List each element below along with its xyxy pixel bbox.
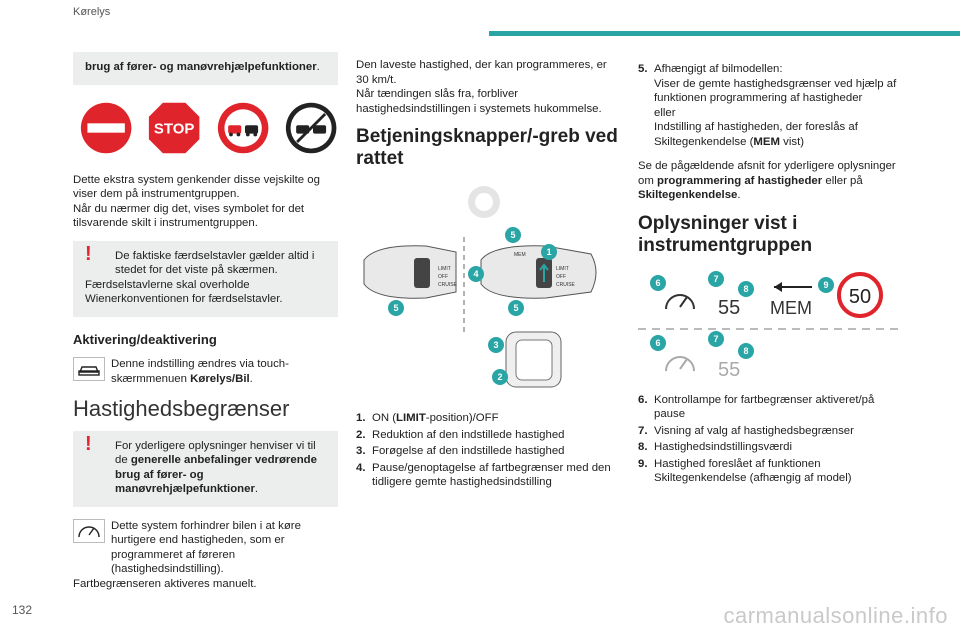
activation-row — [73, 357, 338, 386]
column-2 — [356, 58, 621, 492]
callout-7-bottom: 7 — [713, 333, 719, 344]
activation-text — [111, 357, 338, 386]
stop-sign-text: STOP — [154, 120, 195, 138]
callout-2: 2 — [497, 372, 503, 382]
heading-instrument-info: Oplysninger vist i instrumentgruppen — [638, 212, 813, 256]
callout-8-bottom: 8 — [743, 345, 749, 356]
steering-controls-diagram — [356, 182, 621, 397]
callout-5-top: 5 — [510, 230, 516, 240]
mem-label: MEM — [514, 252, 526, 258]
display-item-6: 6. Kontrollampe for fartbegrænser aktiveret/på pause — [638, 393, 875, 420]
note-box-top — [73, 52, 338, 85]
signs-description-1: Dette ekstra system genkender disse vejskilte og viser dem på instrumentgruppen. — [73, 173, 320, 200]
right-cruise-label: CRUISE — [556, 282, 575, 288]
memory-text: Når tændingen slås fra, forbliver hastighedsindstillingen i systemets hukommelse. — [356, 88, 602, 115]
warning-limiter-main: For yderligere oplysninger henviser vi til de — [115, 439, 316, 466]
set-speed-value: 55 — [718, 296, 741, 319]
activation-text-main: Denne indstilling ændres via touch-skærmmenuen — [111, 358, 289, 385]
page-number: 132 — [12, 603, 33, 617]
display-item-8: 8. Hastighedsindstillingsværdi — [638, 441, 793, 453]
heading-controls: Betjeningsknapper/-greb ved rattet — [356, 126, 618, 169]
mem-display-label: MEM — [770, 297, 812, 318]
column-1 — [73, 52, 338, 591]
set-speed-value-paused: 55 — [718, 358, 741, 379]
lowest-speed-text: Den laveste hastighed, der kan programmeres, er 30 km/t. — [356, 59, 607, 86]
control-item-2: 2. Reduktion af den indstillede hastighed — [356, 428, 565, 441]
control-item-3: 3. Forøgelse af den indstillede hastighed — [356, 445, 565, 457]
control-item-4: 4. Pause/genoptagelse af fartbegrænser med den tidligere gemte hastighedsindstilling — [356, 461, 611, 488]
controls-list — [356, 411, 621, 490]
limiter-manual-note: Fartbegrænseren aktiveres manuelt. — [73, 577, 257, 590]
left-cruise-label: CRUISE — [438, 282, 457, 288]
instrument-display-diagram — [638, 269, 900, 379]
display-item-9: 9. Hastighed foreslået af funktionen Skiltegenkendelse (afhængig af model) — [638, 457, 852, 484]
traffic-signs-row — [79, 99, 338, 157]
warning-icon: ! — [85, 242, 92, 265]
warning-limiter-bold: generelle anbefalinger vedrørende brug af fører- og manøvrehjælpefunktioner — [115, 454, 317, 495]
callout-3: 3 — [493, 340, 499, 350]
warning-box-signs — [73, 241, 338, 317]
callout-7-top: 7 — [713, 273, 719, 284]
callout-5-right: 5 — [513, 303, 519, 313]
heading-speed-limiter: Hastighedsbegrænser — [73, 396, 290, 421]
end-no-overtaking-sign-icon — [284, 99, 338, 157]
no-overtaking-sign-icon — [216, 99, 270, 157]
right-limit-label: LIMIT — [556, 266, 569, 272]
stop-sign-icon — [147, 99, 201, 157]
running-header: Kørelys — [73, 6, 111, 18]
control-item-1: 1. ON (LIMIT-position)/OFF — [356, 412, 499, 424]
callout-1: 1 — [546, 247, 552, 257]
left-limit-label: LIMIT — [438, 266, 451, 272]
note-box-top-end: . — [316, 61, 320, 73]
signs-description-2: Når du nærmer dig det, vises symbolet for det tilsvarende skilt i instrumentgruppen. — [73, 202, 305, 229]
callout-5-left: 5 — [393, 303, 399, 313]
warning-text-2: Færdselstavlerne skal overholde Wienerkonventionen for færdselstavler. — [85, 278, 283, 305]
header-accent-bar — [489, 31, 960, 36]
activation-menu-path: Kørelys/Bil — [190, 372, 250, 385]
see-also-text: Se de pågældende afsnit for yderligere oplysninger om programmering af hastigheder eller på Skiltegenkendelse. — [638, 160, 896, 201]
display-items-list — [638, 393, 900, 486]
warning-limiter-end: . — [254, 483, 259, 495]
warning-limiter-text — [85, 432, 326, 497]
callout-6-bottom: 6 — [655, 337, 661, 348]
warning-box-limiter — [73, 431, 338, 507]
watermark: carmanualsonline.info — [723, 603, 948, 628]
limiter-description-row — [73, 519, 338, 577]
left-off-label: OFF — [438, 274, 448, 280]
callout-4: 4 — [473, 269, 479, 279]
activation-text-end: . — [249, 372, 253, 385]
column-3 — [638, 62, 900, 488]
limiter-description: Dette system forhindrer bilen i at køre hurtigere end hastigheden, som er programmeret af føreren (hastighedsindstilling). — [111, 519, 301, 575]
no-entry-sign-icon — [79, 99, 133, 157]
display-item-7: 7. Visning af valg af hastighedsbegrænser — [638, 424, 854, 437]
control-item-5: 5. Afhængigt af bilmodellen: Viser de gemte hastighedsgrænser ved hjælp af funktionen programmering af hastigheder eller Indstilling af hastigheden, der foreslås af Skiltegenkendelse (MEM vist) — [638, 63, 897, 148]
note-box-top-bold: brug af fører- og manøvrehjælpefunktioner — [85, 61, 317, 73]
car-icon — [73, 357, 105, 381]
callout-8-top: 8 — [743, 283, 749, 294]
warning-text-1: De faktiske færdselstavler gælder altid i stedet for det viste på skærmen. — [115, 249, 315, 276]
controls-list-continued — [638, 62, 900, 149]
right-off-label: OFF — [556, 274, 566, 280]
speedometer-icon — [73, 519, 105, 543]
heading-activation: Aktivering/deaktivering — [73, 331, 217, 347]
sign-speed-value: 50 — [848, 285, 872, 308]
callout-9: 9 — [823, 279, 829, 290]
callout-6-top: 6 — [655, 277, 661, 288]
warning-icon-2: ! — [85, 432, 92, 455]
